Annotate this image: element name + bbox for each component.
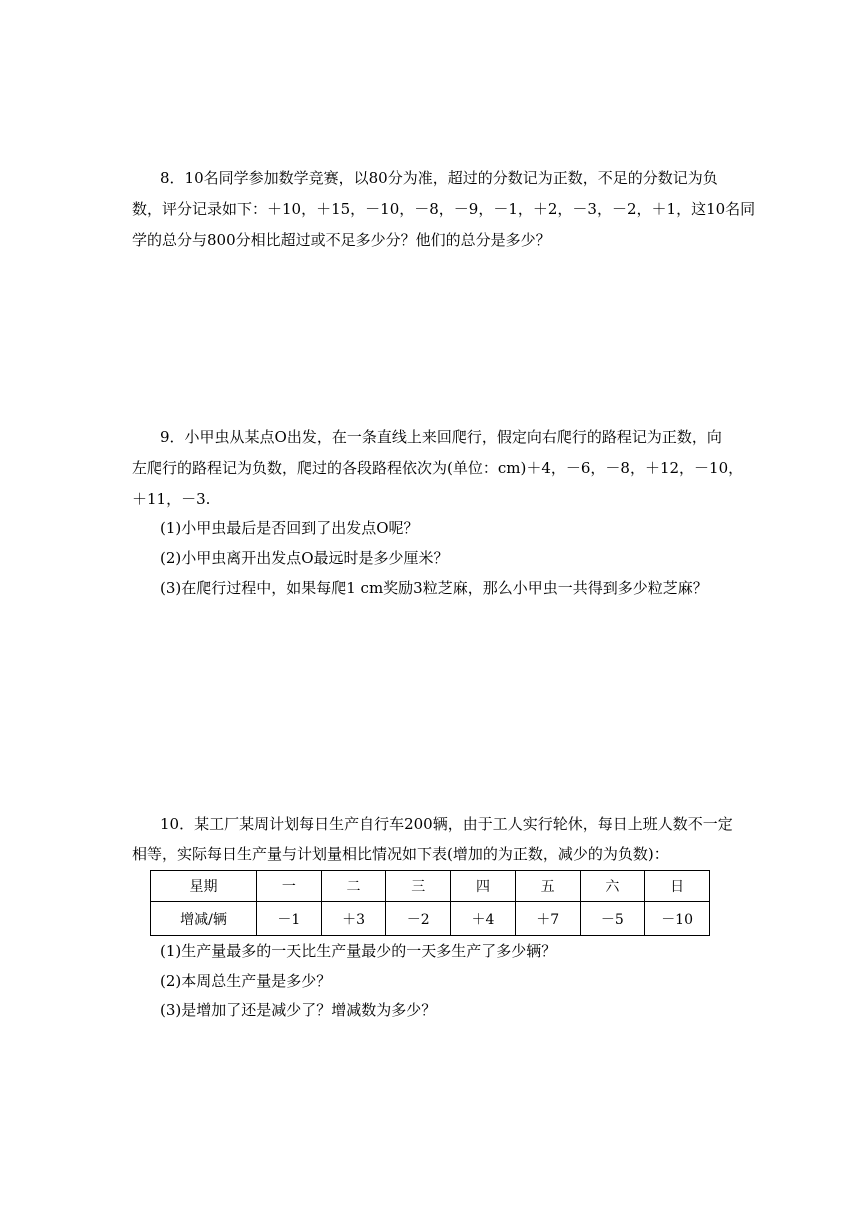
table-day-cell: 四 bbox=[451, 871, 516, 902]
table-day-cell: 二 bbox=[321, 871, 386, 902]
table-day-cell: 六 bbox=[580, 871, 645, 902]
q10-line-2: 相等，实际每日生产量与计划量相比情况如下表(增加的为正数，减少的为负数)： bbox=[132, 845, 669, 863]
table-day-cell: 日 bbox=[645, 871, 710, 902]
q9-line-2: 左爬行的路程记为负数，爬过的各段路程依次为(单位：cm)＋4，－6，－8，＋12，－10， bbox=[132, 459, 744, 477]
table-day-cell: 一 bbox=[257, 871, 322, 902]
table-row bbox=[151, 902, 710, 936]
table-day-cell: 五 bbox=[515, 871, 580, 902]
q10-line-1: 10．某工厂某周计划每日生产自行车200辆，由于工人实行轮休，每日上班人数不一定 bbox=[160, 815, 733, 833]
q10-subquestion-3: (3)是增加了还是减少了？增减数为多少？ bbox=[160, 1001, 437, 1019]
q8-line-1: 8．10名同学参加数学竞赛，以80分为准，超过的分数记为正数，不足的分数记为负 bbox=[160, 169, 718, 187]
q10-subquestion-2: (2)本周总生产量是多少？ bbox=[160, 972, 332, 990]
table-value-cell: －5 bbox=[580, 902, 645, 936]
table-value-cell: ＋3 bbox=[321, 902, 386, 936]
q8-line-3: 学的总分与800分相比超过或不足多少分？他们的总分是多少？ bbox=[132, 231, 551, 249]
production-table bbox=[150, 870, 710, 936]
q9-subquestion-3: (3)在爬行过程中，如果每爬1 cm奖励3粒芝麻，那么小甲虫一共得到多少粒芝麻？ bbox=[160, 579, 708, 597]
q9-line-3: ＋11，－3. bbox=[132, 490, 211, 508]
table-value-cell: ＋7 bbox=[515, 902, 580, 936]
q9-line-1: 9．小甲虫从某点O出发，在一条直线上来回爬行，假定向右爬行的路程记为正数，向 bbox=[160, 428, 722, 446]
table-row-label: 增减/辆 bbox=[151, 902, 257, 936]
q8-line-2: 数，评分记录如下：＋10，＋15，－10，－8，－9，－1，＋2，－3，－2，＋1，这10名同 bbox=[132, 200, 756, 218]
table-value-cell: －2 bbox=[386, 902, 451, 936]
q10-subquestion-1: (1)生产量最多的一天比生产量最少的一天多生产了多少辆？ bbox=[160, 942, 557, 960]
table-value-cell: ＋4 bbox=[451, 902, 516, 936]
table-value-cell: －10 bbox=[645, 902, 710, 936]
table-header-label: 星期 bbox=[151, 871, 257, 902]
table-day-cell: 三 bbox=[386, 871, 451, 902]
q9-subquestion-1: (1)小甲虫最后是否回到了出发点O呢？ bbox=[160, 519, 419, 537]
q9-subquestion-2: (2)小甲虫离开出发点O最远时是多少厘米？ bbox=[160, 549, 449, 567]
table-header-row bbox=[151, 871, 710, 902]
table-value-cell: －1 bbox=[257, 902, 322, 936]
